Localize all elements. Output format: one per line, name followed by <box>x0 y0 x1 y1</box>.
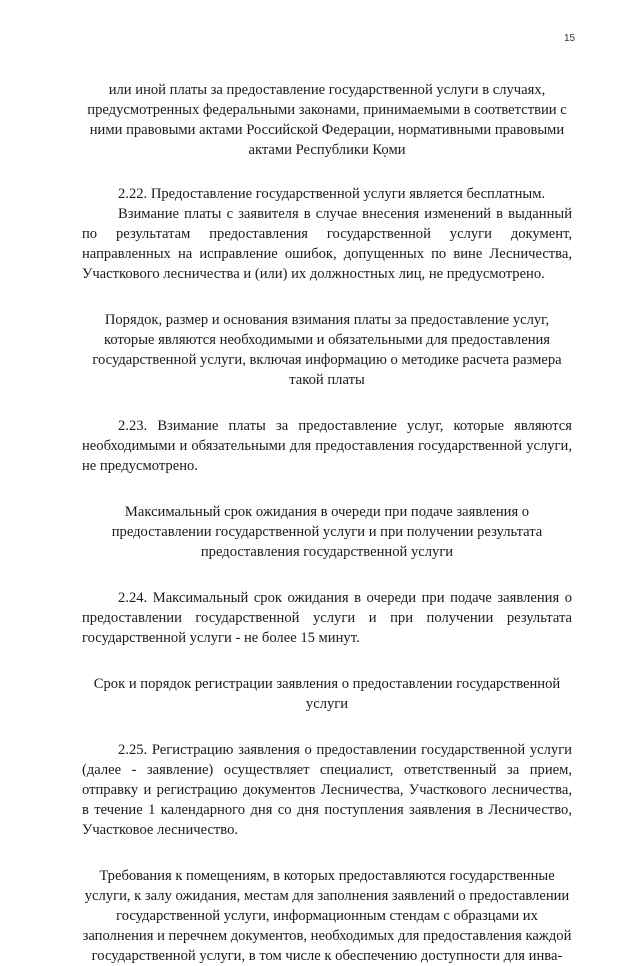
heading-premises: Требования к помещениям, в которых предоставляются государственные услуги, к залу ожидания, местам для заполнения заявлений о предоставлении государственной услуги, информационным стендам с образцами их заполнения и перечнем документов, необходимых для предоставления каждой государственной услуги, в том числе к обеспечению доступности для инва- <box>82 868 572 964</box>
heading-registration: Срок и порядок регистрации заявления о предоставлении государственной услуги <box>93 676 561 712</box>
heading-intro: или иной платы за предоставление государственной услуги в случаях, предусмотренных федеральными законами, принимаемыми в соответствии с ними правовыми актами Российской Федерации, нормативными правовыми актами Республики Коми <box>87 82 567 158</box>
paragraph-2-23: 2.23. Взимание платы за предоставление услуг, которые являются необходимыми и обязательными для предоставления государственной услуги, не предусмотрено. <box>82 418 572 474</box>
heading-queue: Максимальный срок ожидания в очереди при подаче заявления о предоставлении государственной услуги и при получении результата предоставления государственной услуги <box>111 504 543 560</box>
paragraph-2-25: 2.25. Регистрацию заявления о предоставлении государственной услуги (далее - заявление) осуществляет специалист, ответственный за прием, отправку и регистрацию документов Лесничества, Участкового лесничества, в течение 1 календарного дня со дня поступления заявления в Лесничество, Участковое лесничество. <box>82 742 572 838</box>
paragraph-2-24: 2.24. Максимальный срок ожидания в очереди при подаче заявления о предоставлении государственной услуги и при получении результата государственной услуги - не более 15 минут. <box>82 590 572 646</box>
paragraph-2-22-b: Взимание платы с заявителя в случае внесения изменений в выданный по результатам предоставления государственной услуги документ, направленных на исправление ошибок, допущенных по вине Лесничества, Участкового лесничества и (или) их должностных лиц, не предусмотрено. <box>82 206 572 282</box>
page-number: 15 <box>564 33 576 44</box>
document-body <box>82 80 572 966</box>
heading-fees: Порядок, размер и основания взимания платы за предоставление услуг, которые являются необходимыми и обязательными для предоставления государственной услуги, включая информацию о методике расчета размера такой платы <box>92 312 562 388</box>
paragraph-2-22-a: 2.22. Предоставление государственной услуги является бесплатным. <box>118 186 546 202</box>
